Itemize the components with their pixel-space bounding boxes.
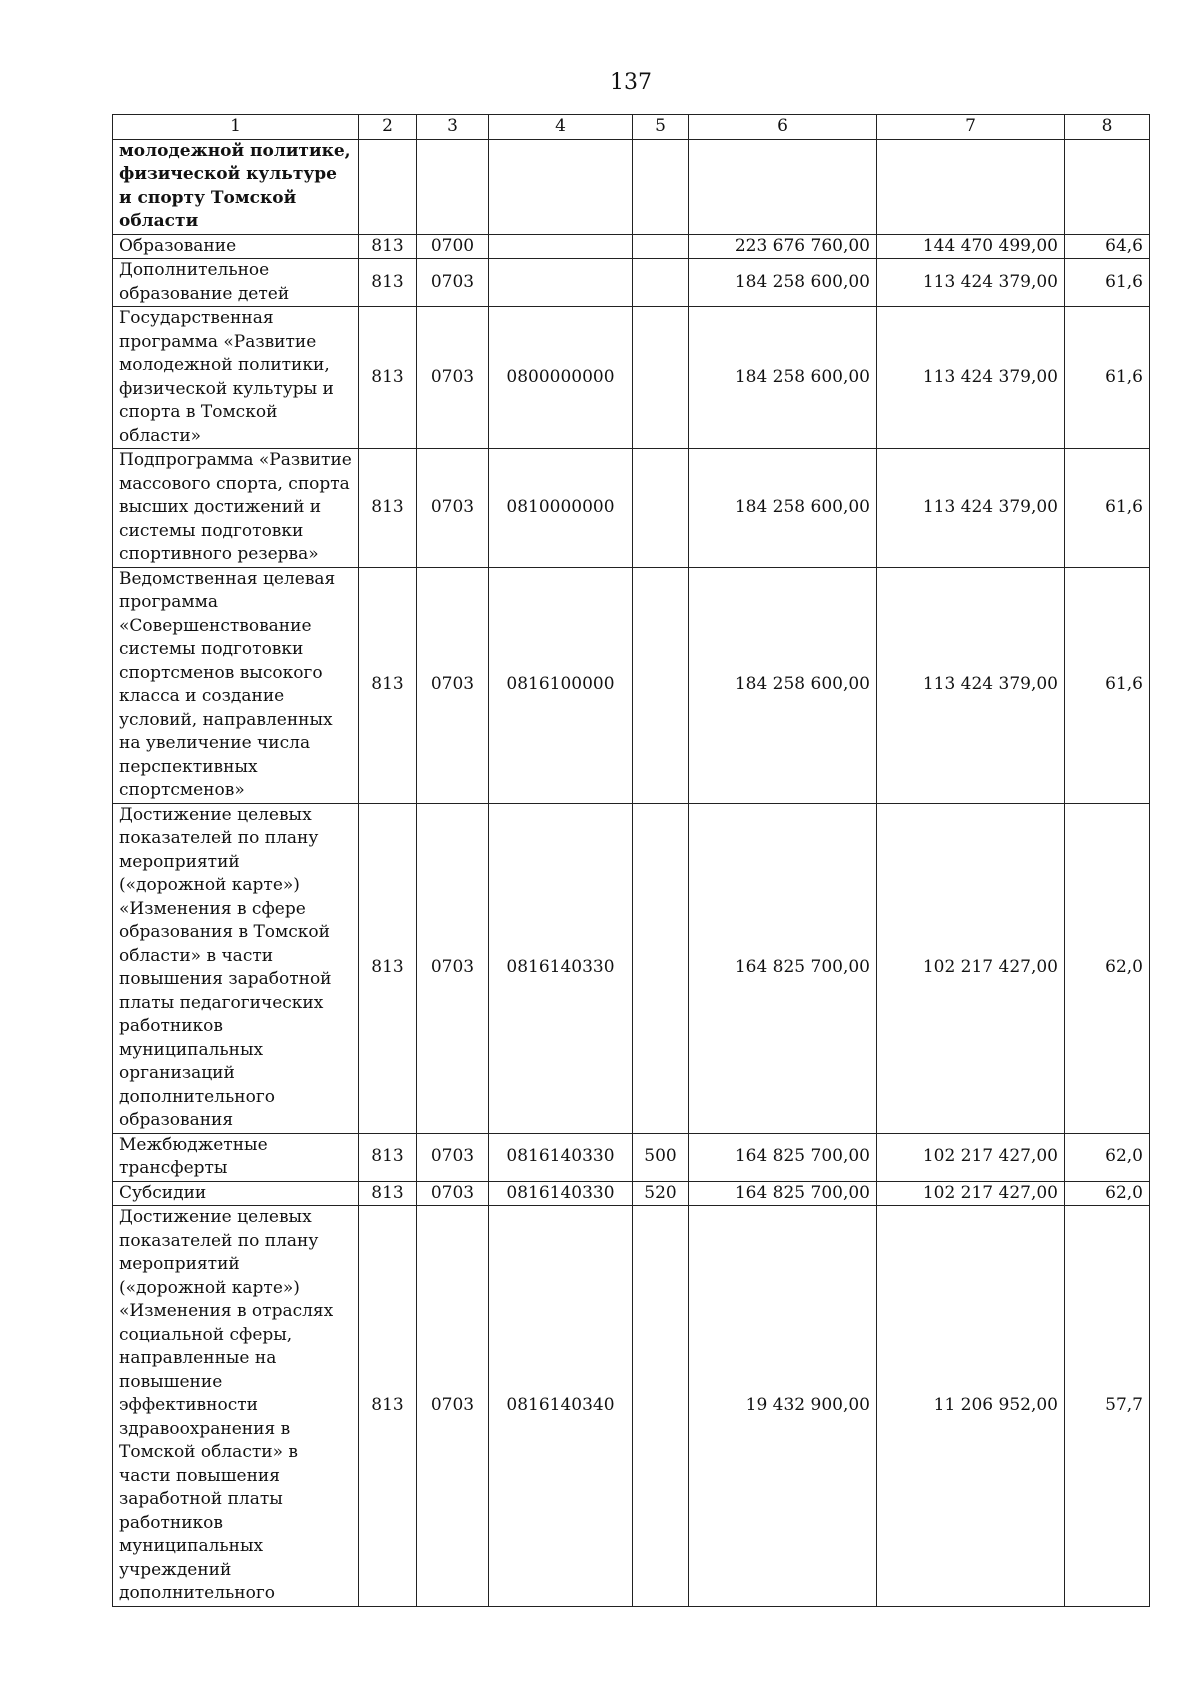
cell-executed [877, 139, 1065, 234]
cell-expense-type [633, 234, 689, 259]
cell-ministry-code: 813 [359, 234, 417, 259]
table-row [113, 449, 1150, 568]
cell-ministry-code: 813 [359, 1181, 417, 1206]
row-name: Межбюджетные трансферты [113, 1133, 359, 1181]
cell-planned: 184 258 600,00 [689, 567, 877, 803]
cell-target-code [489, 259, 633, 307]
column-header: 6 [689, 115, 877, 140]
cell-ministry-code: 813 [359, 1133, 417, 1181]
column-header: 1 [113, 115, 359, 140]
table-row [113, 1133, 1150, 1181]
column-header: 8 [1065, 115, 1150, 140]
cell-executed: 113 424 379,00 [877, 567, 1065, 803]
table-row [113, 234, 1150, 259]
page-number: 137 [610, 70, 652, 95]
table-row [113, 1181, 1150, 1206]
table-row [113, 259, 1150, 307]
row-name: Достижение целевых показателей по плану мероприятий («дорожной карте») «Изменения в сфере образования в Томской области» в части повышения заработной платы педагогических работников муниципальных организаций дополнительного образования [113, 803, 359, 1133]
cell-section-code: 0703 [417, 259, 489, 307]
cell-expense-type: 500 [633, 1133, 689, 1181]
cell-planned: 184 258 600,00 [689, 307, 877, 449]
cell-expense-type [633, 139, 689, 234]
cell-expense-type [633, 803, 689, 1133]
cell-planned: 164 825 700,00 [689, 1133, 877, 1181]
cell-planned: 184 258 600,00 [689, 449, 877, 568]
cell-expense-type [633, 1206, 689, 1607]
cell-planned: 164 825 700,00 [689, 1181, 877, 1206]
column-header: 5 [633, 115, 689, 140]
cell-section-code: 0703 [417, 1206, 489, 1607]
cell-target-code: 0816140340 [489, 1206, 633, 1607]
row-name: Подпрограмма «Развитие массового спорта, спорта высших достижений и системы подготовки спортивного резерва» [113, 449, 359, 568]
cell-target-code: 0816140330 [489, 1181, 633, 1206]
cell-percent: 64,6 [1065, 234, 1150, 259]
row-name: молодежной политике, физической культуре и спорту Томской области [113, 139, 359, 234]
row-name: Государственная программа «Развитие молодежной политики, физической культуры и спорта в Томской области» [113, 307, 359, 449]
cell-ministry-code [359, 139, 417, 234]
cell-expense-type [633, 307, 689, 449]
cell-expense-type [633, 567, 689, 803]
column-header: 3 [417, 115, 489, 140]
cell-percent: 62,0 [1065, 1181, 1150, 1206]
cell-planned: 164 825 700,00 [689, 803, 877, 1133]
cell-target-code: 0800000000 [489, 307, 633, 449]
cell-planned: 19 432 900,00 [689, 1206, 877, 1607]
cell-ministry-code: 813 [359, 259, 417, 307]
cell-planned [689, 139, 877, 234]
cell-section-code: 0703 [417, 1133, 489, 1181]
cell-expense-type [633, 259, 689, 307]
cell-ministry-code: 813 [359, 307, 417, 449]
cell-expense-type: 520 [633, 1181, 689, 1206]
cell-section-code: 0703 [417, 307, 489, 449]
cell-executed: 113 424 379,00 [877, 259, 1065, 307]
cell-executed: 113 424 379,00 [877, 307, 1065, 449]
cell-section-code: 0703 [417, 449, 489, 568]
cell-ministry-code: 813 [359, 803, 417, 1133]
cell-section-code: 0703 [417, 803, 489, 1133]
cell-planned: 184 258 600,00 [689, 259, 877, 307]
cell-percent: 57,7 [1065, 1206, 1150, 1607]
cell-percent: 62,0 [1065, 1133, 1150, 1181]
row-name: Субсидии [113, 1181, 359, 1206]
row-name: Дополнительное образование детей [113, 259, 359, 307]
cell-ministry-code: 813 [359, 1206, 417, 1607]
column-header: 7 [877, 115, 1065, 140]
cell-executed: 102 217 427,00 [877, 803, 1065, 1133]
row-name: Образование [113, 234, 359, 259]
cell-section-code: 0703 [417, 1181, 489, 1206]
cell-percent: 61,6 [1065, 567, 1150, 803]
cell-ministry-code: 813 [359, 449, 417, 568]
table-row [113, 139, 1150, 234]
header-row [113, 115, 1150, 140]
cell-percent: 62,0 [1065, 803, 1150, 1133]
cell-target-code: 0816140330 [489, 1133, 633, 1181]
cell-target-code: 0816140330 [489, 803, 633, 1133]
table-row [113, 307, 1150, 449]
cell-section-code: 0700 [417, 234, 489, 259]
cell-executed: 144 470 499,00 [877, 234, 1065, 259]
table-row [113, 1206, 1150, 1607]
cell-executed: 102 217 427,00 [877, 1181, 1065, 1206]
table-row [113, 803, 1150, 1133]
cell-percent: 61,6 [1065, 449, 1150, 568]
cell-percent [1065, 139, 1150, 234]
cell-executed: 113 424 379,00 [877, 449, 1065, 568]
cell-section-code [417, 139, 489, 234]
cell-percent: 61,6 [1065, 259, 1150, 307]
cell-expense-type [633, 449, 689, 568]
row-name: Ведомственная целевая программа «Совершенствование системы подготовки спортсменов высокого класса и создание условий, направленных на увеличение числа перспективных спортсменов» [113, 567, 359, 803]
cell-planned: 223 676 760,00 [689, 234, 877, 259]
cell-executed: 102 217 427,00 [877, 1133, 1065, 1181]
column-header: 4 [489, 115, 633, 140]
cell-target-code: 0816100000 [489, 567, 633, 803]
row-name: Достижение целевых показателей по плану мероприятий («дорожной карте») «Изменения в отраслях социальной сферы, направленные на повышение эффективности здравоохранения в Томской области» в части повышения заработной платы работников муниципальных учреждений дополнительного [113, 1206, 359, 1607]
cell-target-code [489, 139, 633, 234]
column-header: 2 [359, 115, 417, 140]
cell-target-code: 0810000000 [489, 449, 633, 568]
cell-target-code [489, 234, 633, 259]
cell-executed: 11 206 952,00 [877, 1206, 1065, 1607]
table-row [113, 567, 1150, 803]
budget-table [112, 114, 1150, 1607]
cell-ministry-code: 813 [359, 567, 417, 803]
cell-percent: 61,6 [1065, 307, 1150, 449]
cell-section-code: 0703 [417, 567, 489, 803]
